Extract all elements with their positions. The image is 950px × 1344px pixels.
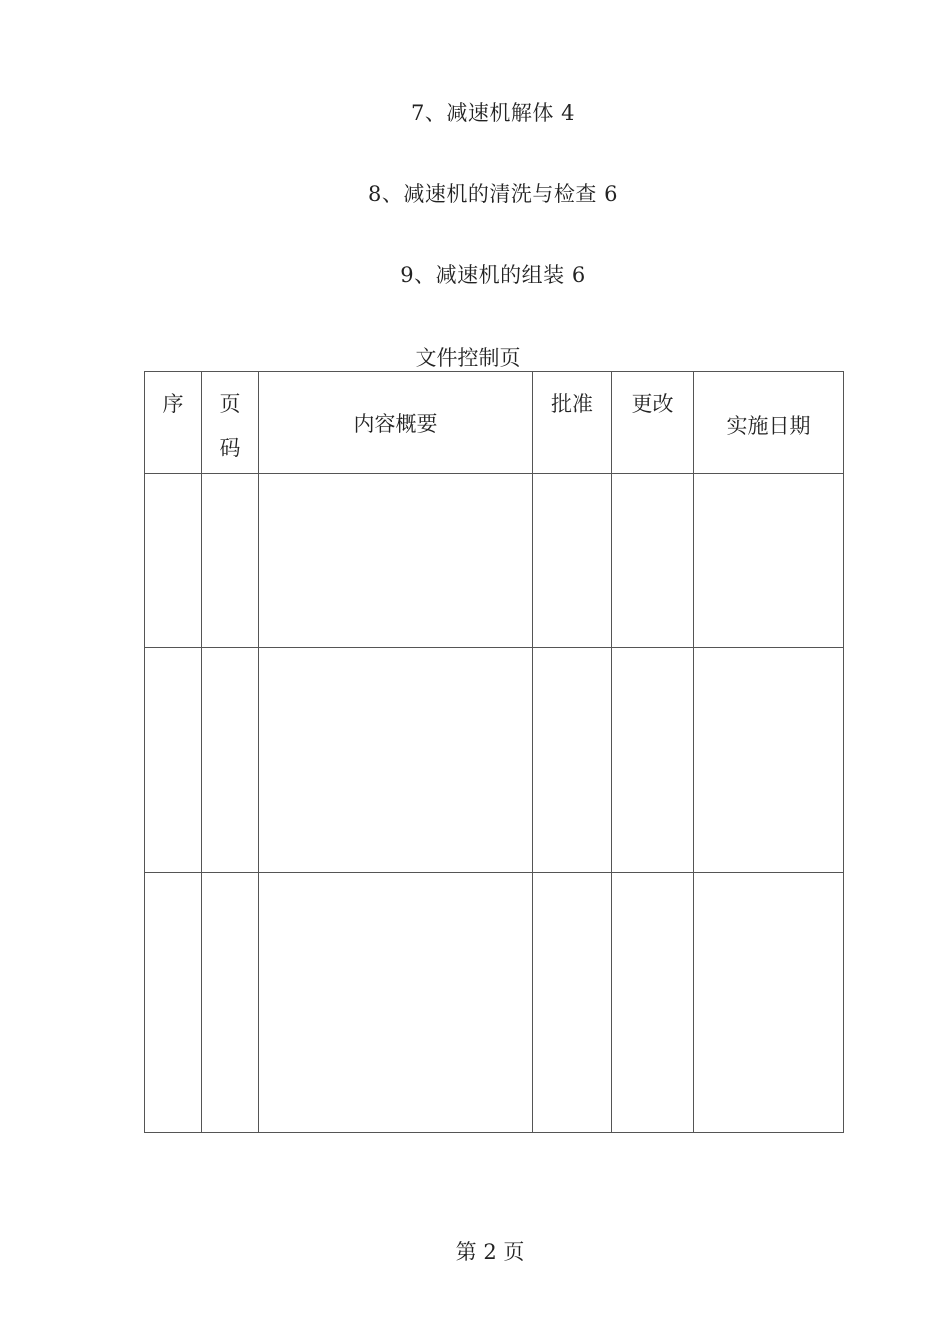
header-approve: 批准 — [533, 372, 612, 474]
table-cell — [694, 648, 844, 873]
table-row — [145, 648, 844, 873]
toc-item-7: 7、减速机解体 4 — [411, 101, 575, 125]
table-cell — [259, 648, 533, 873]
table-row — [145, 873, 844, 1133]
header-change: 更改 — [612, 372, 694, 474]
table-cell — [612, 648, 694, 873]
header-date: 实施日期 — [694, 372, 844, 474]
table-cell — [533, 474, 612, 648]
table-cell — [145, 474, 202, 648]
table-cell — [694, 474, 844, 648]
header-page-line1: 页 — [219, 392, 241, 416]
header-seq: 序 — [145, 372, 202, 474]
page-number-footer: 第 2 页 — [455, 1240, 525, 1264]
header-summary: 内容概要 — [259, 372, 533, 474]
toc-item-8: 8、减速机的清洗与检查 6 — [368, 182, 618, 206]
table-cell — [533, 648, 612, 873]
table-cell — [145, 648, 202, 873]
table-cell — [259, 873, 533, 1133]
table-cell — [612, 873, 694, 1133]
table-header-row — [145, 372, 844, 474]
table-cell — [612, 474, 694, 648]
table-cell — [259, 474, 533, 648]
table-cell — [533, 873, 612, 1133]
table-cell — [202, 474, 259, 648]
toc-item-9: 9、减速机的组装 6 — [400, 263, 586, 287]
file-control-table — [144, 371, 844, 1133]
table-cell — [694, 873, 844, 1133]
header-page-line2: 码 — [219, 436, 241, 460]
table-cell — [145, 873, 202, 1133]
table-row — [145, 474, 844, 648]
table-cell — [202, 873, 259, 1133]
header-page-number — [202, 372, 259, 474]
control-table-title: 文件控制页 — [415, 346, 521, 370]
table-cell — [202, 648, 259, 873]
